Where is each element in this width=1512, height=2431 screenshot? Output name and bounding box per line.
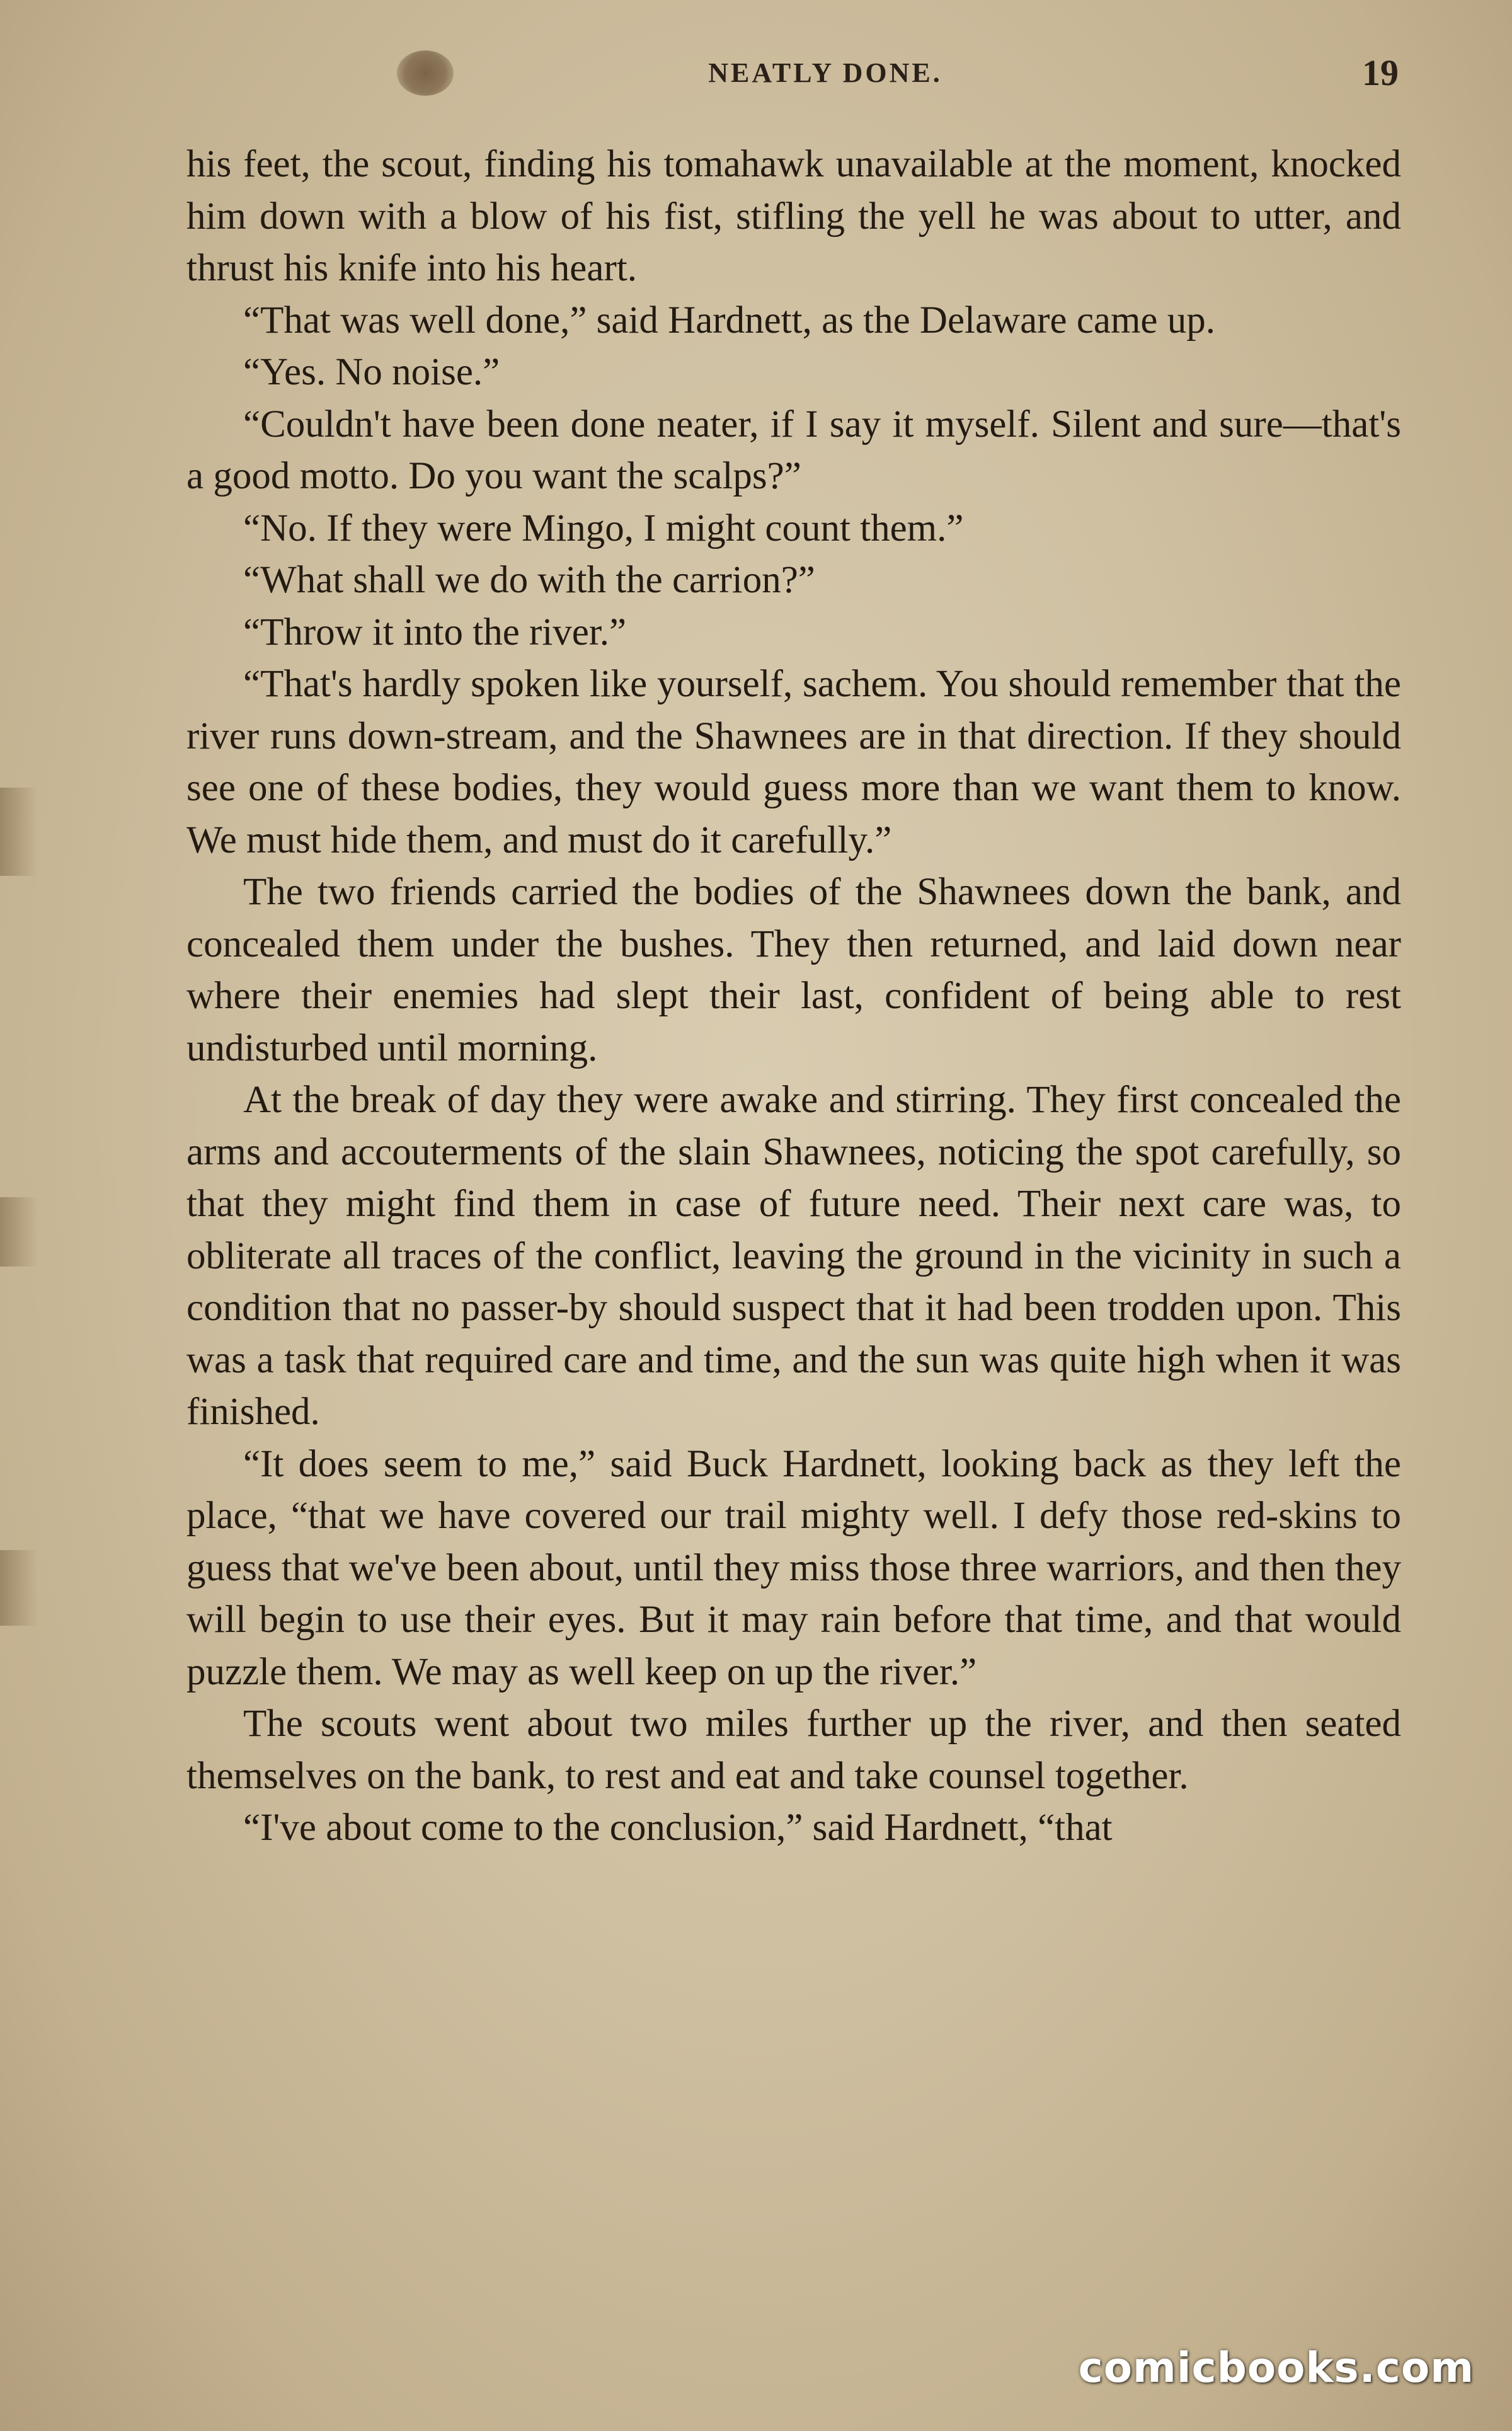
paragraph: The scouts went about two miles further up the river, and then seated themselves on the bank, to rest and eat and take counsel together. bbox=[186, 1703, 1401, 1797]
page-number: 19 bbox=[1362, 52, 1399, 93]
page-edge-wear bbox=[0, 1550, 38, 1626]
paragraph: “That was well done,” said Hardnett, as the Delaware came up. bbox=[243, 299, 1215, 342]
paragraph: his feet, the scout, finding his tomahawk unavailable at the moment, knocked him down with a blow of his fist, stifling the yell he was about to utter, and thrust his knife into his heart. bbox=[186, 143, 1401, 289]
paragraph: “Couldn't have been done neater, if I say it myself. Silent and sure—that's a good motto. Do you want the scalps?” bbox=[186, 403, 1401, 497]
paragraph: “What shall we do with the carrion?” bbox=[243, 559, 815, 601]
page-edge-wear bbox=[0, 1197, 38, 1267]
paragraph: “Throw it into the river.” bbox=[243, 611, 627, 653]
paragraph: The two friends carried the bodies of the Shawnees down the bank, and concealed them under the bushes. They then returned, and laid down near where their enemies had slept their last, confident of being able to rest undisturbed until morning. bbox=[186, 871, 1401, 1069]
paragraph: “No. If they were Mingo, I might count them.” bbox=[243, 507, 964, 549]
paragraph: “I've about come to the conclusion,” said Hardnett, “that bbox=[243, 1807, 1113, 1849]
paragraph: At the break of day they were awake and stirring. They first concealed the arms and accouterments of the slain Shawnees, noticing the spot carefully, so that they might find them in case of future need. Their next care was, to obliterate all traces of the conflict, leaving the ground in the vicinity in such a condition that no passer-by should suspect that it had been trodden upon. This was a task that required care and time, and the sun was quite high when it was finished. bbox=[186, 1079, 1401, 1433]
running-title: NEATLY DONE. bbox=[708, 57, 942, 88]
page-header bbox=[189, 52, 1399, 101]
paragraph: “Yes. No noise.” bbox=[243, 351, 500, 393]
paragraph: “It does seem to me,” said Buck Hardnett, looking back as they left the place, “that we have covered our trail mighty well. I defy those red-skins to guess that we've been about, until they miss those three warriors, and then they will begin to use their eyes. But it may rain before that time, and that would puzzle them. We may as well keep on up the river.” bbox=[186, 1442, 1401, 1693]
watermark: comicbooks.com bbox=[1078, 2343, 1474, 2392]
page-edge-wear bbox=[0, 788, 38, 876]
paragraph: “That's hardly spoken like yourself, sachem. You should remember that the river runs down-stream, and the Shawnees are in that direction. If they should see one of these bodies, they would guess more than we want them to know. We must hide them, and must do it carefully.” bbox=[186, 663, 1401, 861]
body-text bbox=[186, 139, 1401, 1854]
